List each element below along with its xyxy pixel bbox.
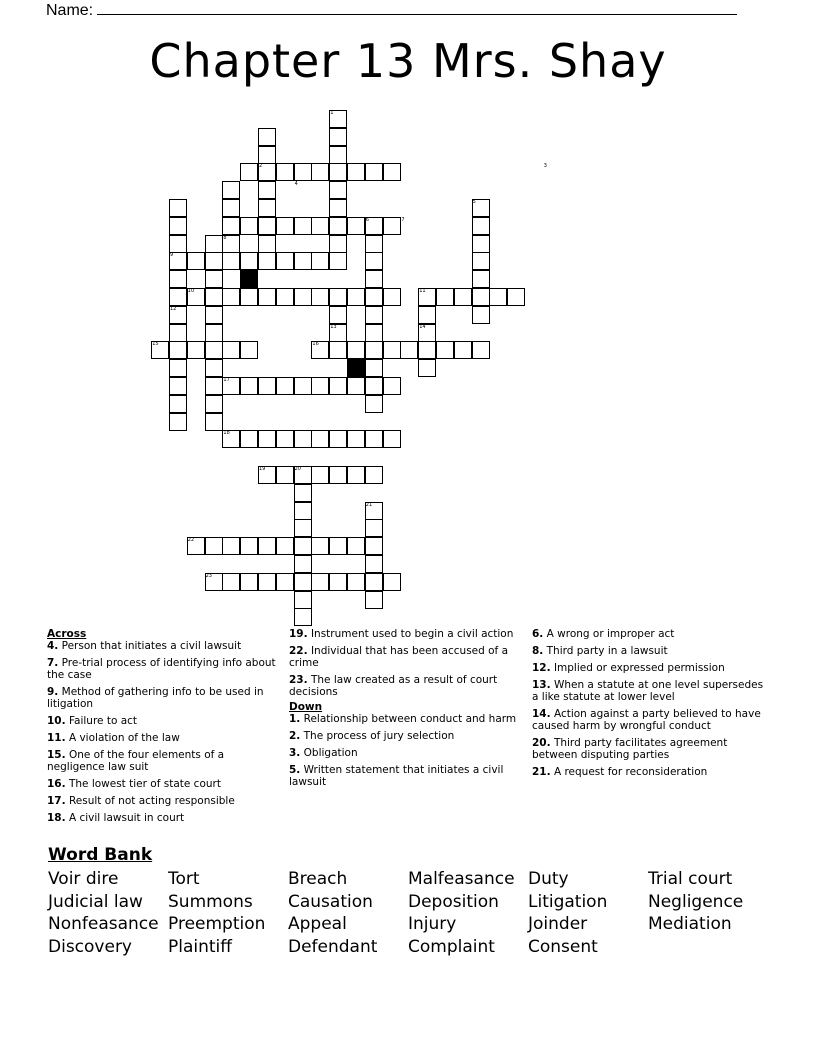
clue-item bbox=[47, 732, 277, 744]
grid-cell[interactable] bbox=[311, 537, 329, 555]
grid-cell[interactable] bbox=[205, 235, 223, 253]
clue-number: 5 bbox=[472, 199, 476, 205]
word-bank-word: Deposition bbox=[408, 891, 499, 912]
grid-cell[interactable] bbox=[383, 288, 401, 306]
clue-item bbox=[289, 730, 517, 742]
clue-item-number: 14. bbox=[532, 708, 551, 720]
grid-cell[interactable] bbox=[294, 519, 312, 537]
clue-item-number: 1. bbox=[289, 713, 301, 725]
grid-cell[interactable] bbox=[329, 128, 347, 146]
grid-cell[interactable] bbox=[400, 341, 418, 359]
grid-cell[interactable] bbox=[365, 359, 383, 377]
grid-cell[interactable] bbox=[311, 466, 329, 484]
clue-number: 17 bbox=[223, 377, 230, 383]
clue-item-text: Method of gathering info to be used in litigation bbox=[47, 686, 264, 710]
grid-cell[interactable] bbox=[205, 377, 223, 395]
grid-cell[interactable] bbox=[222, 252, 240, 270]
grid-cell[interactable] bbox=[240, 341, 258, 359]
clue-item-text: Implied or expressed permission bbox=[550, 662, 725, 674]
clue-number: 9 bbox=[170, 252, 174, 259]
grid-cell[interactable] bbox=[169, 288, 187, 306]
word-bank-word: Defendant bbox=[288, 936, 378, 957]
clue-item-text: Person that initiates a civil lawsuit bbox=[58, 640, 242, 652]
grid-cell[interactable] bbox=[418, 306, 436, 324]
grid-cell[interactable] bbox=[240, 573, 258, 591]
grid-cell[interactable] bbox=[365, 306, 383, 324]
grid-cell[interactable] bbox=[472, 341, 490, 359]
clue-number: 14 bbox=[419, 323, 426, 330]
clue-item bbox=[47, 686, 277, 710]
grid-cell[interactable] bbox=[329, 163, 347, 181]
clue-number: 6 bbox=[365, 216, 369, 223]
grid-cell[interactable] bbox=[205, 359, 223, 377]
grid-cell[interactable] bbox=[365, 537, 383, 555]
grid-cell[interactable] bbox=[311, 430, 329, 448]
grid-cell[interactable] bbox=[329, 430, 347, 448]
word-bank-word: Litigation bbox=[528, 891, 608, 912]
grid-cell[interactable] bbox=[329, 306, 347, 324]
clue-number: 8 bbox=[223, 234, 227, 241]
grid-cell[interactable] bbox=[169, 270, 187, 288]
word-bank-title: Word Bank bbox=[48, 845, 153, 865]
clue-number: 3 bbox=[543, 163, 547, 170]
clue-item-text: A violation of the law bbox=[65, 732, 180, 744]
clue-number: 20 bbox=[294, 466, 301, 472]
grid-cell[interactable] bbox=[418, 359, 436, 377]
grid-cell[interactable] bbox=[436, 288, 454, 306]
clue-item bbox=[532, 737, 764, 761]
grid-cell[interactable] bbox=[383, 573, 401, 591]
clue-item-text: When a statute at one level supersedes a like statute at lower level bbox=[532, 679, 764, 703]
grid-cell[interactable] bbox=[258, 199, 276, 217]
grid-cell[interactable] bbox=[169, 395, 187, 413]
clue-item bbox=[289, 764, 517, 788]
grid-cell[interactable] bbox=[187, 252, 205, 270]
grid-cell[interactable] bbox=[365, 377, 383, 395]
clue-item-text: Relationship between conduct and harm bbox=[300, 713, 517, 725]
clue-item-number: 15. bbox=[47, 749, 66, 761]
grid-cell[interactable] bbox=[276, 573, 294, 591]
grid-cell[interactable] bbox=[240, 217, 258, 235]
grid-cell[interactable] bbox=[347, 466, 365, 484]
grid-cell[interactable] bbox=[222, 341, 240, 359]
clue-number: 16 bbox=[312, 341, 319, 348]
clue-item bbox=[47, 812, 277, 824]
grid-cell[interactable] bbox=[311, 573, 329, 591]
word-bank-word: Nonfeasance bbox=[48, 914, 159, 934]
grid-cell[interactable] bbox=[294, 591, 312, 609]
grid-cell[interactable] bbox=[329, 573, 347, 591]
grid-cell[interactable] bbox=[205, 252, 223, 270]
clue-item-text: Result of not acting responsible bbox=[65, 795, 235, 807]
clue-number: 7 bbox=[401, 216, 405, 223]
clue-item bbox=[289, 747, 517, 759]
grid-cell[interactable] bbox=[169, 235, 187, 253]
clues-column-2 bbox=[289, 628, 517, 793]
clue-number: 22 bbox=[187, 537, 195, 544]
grid-cell[interactable] bbox=[205, 395, 223, 413]
clue-number: 10 bbox=[187, 288, 195, 294]
grid-cell[interactable] bbox=[294, 163, 312, 181]
clue-item-number: 16. bbox=[47, 778, 66, 790]
clue-item-text: The lowest tier of state court bbox=[65, 778, 221, 790]
grid-cell[interactable] bbox=[329, 252, 347, 270]
grid-cell[interactable] bbox=[169, 377, 187, 395]
grid-cell[interactable] bbox=[294, 537, 312, 555]
grid-cell[interactable] bbox=[240, 163, 258, 181]
grid-cell[interactable] bbox=[365, 252, 383, 270]
word-bank-word: Complaint bbox=[408, 936, 495, 957]
grid-cell[interactable] bbox=[276, 377, 294, 395]
grid-cell[interactable] bbox=[347, 377, 365, 395]
clue-item bbox=[47, 795, 277, 807]
grid-cell[interactable] bbox=[240, 430, 258, 448]
clue-item-number: 7. bbox=[47, 657, 59, 669]
grid-cell[interactable] bbox=[276, 252, 294, 270]
clue-number: 21 bbox=[365, 501, 373, 508]
clue-number: 1 bbox=[330, 110, 334, 116]
grid-cell[interactable] bbox=[276, 288, 294, 306]
clue-number: 4 bbox=[294, 181, 298, 188]
word-bank-word: Summons bbox=[168, 891, 253, 912]
clue-number: 15 bbox=[152, 341, 159, 348]
clue-item bbox=[47, 778, 277, 790]
grid-cell[interactable] bbox=[383, 430, 401, 448]
grid-cell[interactable] bbox=[347, 537, 365, 555]
word-bank-word: Malfeasance bbox=[408, 869, 515, 889]
word-bank-word: Voir dire bbox=[48, 869, 119, 889]
clue-item bbox=[47, 657, 277, 681]
clue-item bbox=[532, 766, 764, 778]
clue-item-text: One of the four elements of a negligence law suit bbox=[47, 749, 225, 773]
clue-item-text: Third party facilitates agreement between disputing parties bbox=[532, 737, 728, 761]
clue-item-text: Obligation bbox=[300, 747, 358, 759]
grid-cell[interactable] bbox=[365, 466, 383, 484]
clue-item-number: 13. bbox=[532, 679, 551, 691]
word-bank-word: Appeal bbox=[288, 914, 347, 934]
grid-cell[interactable] bbox=[365, 591, 383, 609]
word-bank-word: Judicial law bbox=[48, 891, 143, 912]
grid-cell[interactable] bbox=[365, 555, 383, 573]
grid-cell[interactable] bbox=[294, 555, 312, 573]
name-label: Name: bbox=[46, 2, 94, 19]
grid-cell[interactable] bbox=[169, 324, 187, 342]
word-bank-word: Injury bbox=[408, 914, 457, 934]
grid-cell[interactable] bbox=[365, 288, 383, 306]
grid-cell[interactable] bbox=[258, 252, 276, 270]
clue-item bbox=[289, 645, 517, 669]
grid-cell[interactable] bbox=[418, 341, 436, 359]
clue-item-number: 22. bbox=[289, 645, 308, 657]
clue-item bbox=[532, 708, 764, 732]
clue-item-text: Action against a party believed to have caused harm by wrongful conduct bbox=[532, 708, 761, 732]
grid-cell[interactable] bbox=[240, 288, 258, 306]
grid-cell[interactable] bbox=[329, 217, 347, 235]
word-bank-row bbox=[48, 868, 808, 891]
grid-cell[interactable] bbox=[187, 341, 205, 359]
grid-cell[interactable] bbox=[258, 217, 276, 235]
grid-cell[interactable] bbox=[347, 430, 365, 448]
grid-cell[interactable] bbox=[169, 413, 187, 431]
grid-cell[interactable] bbox=[294, 288, 312, 306]
across-heading: Across bbox=[47, 628, 87, 640]
clue-item-number: 5. bbox=[289, 764, 301, 776]
clue-item-text: The process of jury selection bbox=[300, 730, 455, 742]
clue-item-text: A wrong or improper act bbox=[543, 628, 675, 640]
word-bank-word: Consent bbox=[528, 936, 598, 957]
clue-item bbox=[47, 640, 277, 652]
grid-cell[interactable] bbox=[347, 341, 365, 359]
grid-cell[interactable] bbox=[205, 324, 223, 342]
grid-cell[interactable] bbox=[294, 608, 312, 626]
word-bank-word: Tort bbox=[168, 869, 200, 889]
grid-cell[interactable] bbox=[472, 270, 490, 288]
grid-cell[interactable] bbox=[222, 181, 240, 199]
grid-cell[interactable] bbox=[383, 341, 401, 359]
word-bank-word: Trial court bbox=[648, 869, 733, 889]
grid-cell[interactable] bbox=[276, 537, 294, 555]
grid-cell[interactable] bbox=[205, 537, 223, 555]
grid-cell[interactable] bbox=[169, 359, 187, 377]
clue-item bbox=[532, 679, 764, 703]
word-bank-row bbox=[48, 891, 808, 914]
grid-cell[interactable] bbox=[294, 430, 312, 448]
grid-cell[interactable] bbox=[294, 484, 312, 502]
down-heading: Down bbox=[289, 701, 323, 713]
grid-cell[interactable] bbox=[365, 235, 383, 253]
grid-cell[interactable] bbox=[169, 341, 187, 359]
grid-cell[interactable] bbox=[294, 573, 312, 591]
grid-cell[interactable] bbox=[311, 163, 329, 181]
clue-item-number: 11. bbox=[47, 732, 66, 744]
clue-item-number: 18. bbox=[47, 812, 66, 824]
grid-cell[interactable] bbox=[329, 199, 347, 217]
grid-cell[interactable] bbox=[454, 341, 472, 359]
clue-item-text: A civil lawsuit in court bbox=[65, 812, 185, 824]
grid-cell[interactable] bbox=[383, 217, 401, 235]
grid-cell[interactable] bbox=[454, 288, 472, 306]
grid-cell[interactable] bbox=[329, 288, 347, 306]
clue-item bbox=[532, 628, 764, 640]
word-bank-word: Discovery bbox=[48, 936, 132, 957]
grid-cell[interactable] bbox=[365, 395, 383, 413]
grid-cell[interactable] bbox=[258, 537, 276, 555]
grid-cell[interactable] bbox=[258, 430, 276, 448]
clue-item-text: Instrument used to begin a civil action bbox=[307, 628, 514, 640]
grid-cell[interactable] bbox=[294, 217, 312, 235]
clue-number: 13 bbox=[330, 323, 337, 330]
clues-column-1 bbox=[47, 628, 277, 829]
clue-item bbox=[532, 645, 764, 657]
grid-cell[interactable] bbox=[258, 181, 276, 199]
grid-cell[interactable] bbox=[365, 163, 383, 181]
grid-cell[interactable] bbox=[347, 573, 365, 591]
grid-cell[interactable] bbox=[365, 573, 383, 591]
grid-cell[interactable] bbox=[329, 341, 347, 359]
clue-item-text: Pre-trial process of identifying info about the case bbox=[47, 657, 276, 681]
clue-item-text: Third party in a lawsuit bbox=[543, 645, 668, 657]
grid-cell[interactable] bbox=[222, 573, 240, 591]
clue-number: 18 bbox=[223, 430, 230, 437]
word-bank-word: Preemption bbox=[168, 914, 266, 934]
clue-number: 19 bbox=[259, 466, 266, 472]
clue-item bbox=[532, 662, 764, 674]
grid-cell[interactable] bbox=[347, 288, 365, 306]
clue-item-number: 2. bbox=[289, 730, 301, 742]
grid-cell[interactable] bbox=[205, 306, 223, 324]
grid-cell[interactable] bbox=[383, 163, 401, 181]
grid-cell[interactable] bbox=[329, 377, 347, 395]
grid-cell[interactable] bbox=[205, 270, 223, 288]
grid-cell[interactable] bbox=[365, 430, 383, 448]
grid-cell[interactable] bbox=[258, 288, 276, 306]
grid-cell[interactable] bbox=[276, 217, 294, 235]
grid-cell[interactable] bbox=[311, 252, 329, 270]
grid-cell[interactable] bbox=[258, 128, 276, 146]
grid-cell[interactable] bbox=[365, 270, 383, 288]
grid-cell[interactable] bbox=[205, 341, 223, 359]
clue-item-text: Failure to act bbox=[65, 715, 138, 727]
grid-cell[interactable] bbox=[276, 163, 294, 181]
grid-cell[interactable] bbox=[311, 217, 329, 235]
word-bank-row bbox=[48, 936, 808, 959]
grid-cell[interactable] bbox=[383, 377, 401, 395]
clue-number: 11 bbox=[419, 288, 426, 294]
grid-cell[interactable] bbox=[365, 324, 383, 342]
clue-item-text: The law created as a result of court decisions bbox=[289, 674, 498, 698]
word-bank-word: Causation bbox=[288, 891, 373, 912]
clue-item-number: 21. bbox=[532, 766, 551, 778]
word-bank-row bbox=[48, 913, 808, 936]
grid-cell[interactable] bbox=[222, 199, 240, 217]
word-bank-word: Breach bbox=[288, 869, 348, 889]
word-bank-word: Plaintiff bbox=[168, 936, 232, 957]
clue-number: 23 bbox=[205, 572, 212, 579]
grid-cell[interactable] bbox=[311, 377, 329, 395]
grid-cell[interactable] bbox=[472, 288, 490, 306]
grid-cell[interactable] bbox=[205, 288, 223, 306]
grid-cell[interactable] bbox=[365, 519, 383, 537]
grid-cell[interactable] bbox=[436, 341, 454, 359]
grid-cell[interactable] bbox=[169, 217, 187, 235]
word-bank-word: Mediation bbox=[648, 914, 732, 934]
grid-cell[interactable] bbox=[258, 235, 276, 253]
clue-item bbox=[47, 749, 277, 773]
grid-cell[interactable] bbox=[365, 341, 383, 359]
clue-item-number: 6. bbox=[532, 628, 544, 640]
clue-item-text: A request for reconsideration bbox=[550, 766, 708, 778]
grid-cell[interactable] bbox=[169, 199, 187, 217]
clue-item-number: 12. bbox=[532, 662, 551, 674]
grid-cell[interactable] bbox=[329, 235, 347, 253]
grid-cell[interactable] bbox=[347, 163, 365, 181]
clue-item bbox=[47, 715, 277, 727]
grid-block bbox=[240, 270, 258, 288]
word-bank-word: Negligence bbox=[648, 891, 744, 912]
grid-cell[interactable] bbox=[294, 377, 312, 395]
clue-item-number: 9. bbox=[47, 686, 59, 698]
clue-item-number: 10. bbox=[47, 715, 66, 727]
grid-cell[interactable] bbox=[205, 413, 223, 431]
grid-cell[interactable] bbox=[472, 235, 490, 253]
grid-cell[interactable] bbox=[240, 537, 258, 555]
clue-number: 2 bbox=[259, 163, 263, 170]
grid-cell[interactable] bbox=[276, 430, 294, 448]
grid-cell[interactable] bbox=[258, 146, 276, 164]
word-bank bbox=[48, 868, 808, 958]
grid-cell[interactable] bbox=[472, 306, 490, 324]
word-bank-word: Duty bbox=[528, 869, 569, 889]
grid-cell[interactable] bbox=[258, 377, 276, 395]
clue-item-number: 20. bbox=[532, 737, 551, 749]
grid-cell[interactable] bbox=[472, 217, 490, 235]
clue-item-number: 23. bbox=[289, 674, 308, 686]
grid-cell[interactable] bbox=[489, 288, 507, 306]
clue-number: 12 bbox=[170, 305, 177, 312]
grid-cell[interactable] bbox=[222, 288, 240, 306]
grid-cell[interactable] bbox=[329, 181, 347, 199]
grid-cell[interactable] bbox=[258, 573, 276, 591]
page-title: Chapter 13 Mrs. Shay bbox=[149, 34, 667, 88]
grid-cell[interactable] bbox=[329, 537, 347, 555]
clue-item-text: Written statement that initiates a civil lawsuit bbox=[289, 764, 504, 788]
grid-cell[interactable] bbox=[294, 502, 312, 520]
clue-item bbox=[289, 674, 517, 698]
grid-cell[interactable] bbox=[276, 466, 294, 484]
grid-cell[interactable] bbox=[472, 252, 490, 270]
clue-item-text: Individual that has been accused of a crime bbox=[289, 645, 509, 669]
grid-cell[interactable] bbox=[311, 288, 329, 306]
clue-item-number: 17. bbox=[47, 795, 66, 807]
clue-item-number: 3. bbox=[289, 747, 301, 759]
grid-cell[interactable] bbox=[329, 466, 347, 484]
grid-block bbox=[347, 359, 365, 377]
clue-item-number: 8. bbox=[532, 645, 544, 657]
clue-item bbox=[289, 628, 517, 640]
grid-cell[interactable] bbox=[347, 217, 365, 235]
grid-cell[interactable] bbox=[240, 252, 258, 270]
grid-cell[interactable] bbox=[507, 288, 525, 306]
grid-cell[interactable] bbox=[294, 252, 312, 270]
clues-column-3 bbox=[532, 628, 764, 783]
grid-cell[interactable] bbox=[240, 377, 258, 395]
word-bank-word: Joinder bbox=[528, 914, 588, 934]
grid-cell[interactable] bbox=[222, 217, 240, 235]
clue-item-number: 19. bbox=[289, 628, 308, 640]
clue-item-number: 4. bbox=[47, 640, 59, 652]
grid-cell[interactable] bbox=[329, 146, 347, 164]
clue-item bbox=[289, 713, 517, 725]
grid-cell[interactable] bbox=[222, 537, 240, 555]
